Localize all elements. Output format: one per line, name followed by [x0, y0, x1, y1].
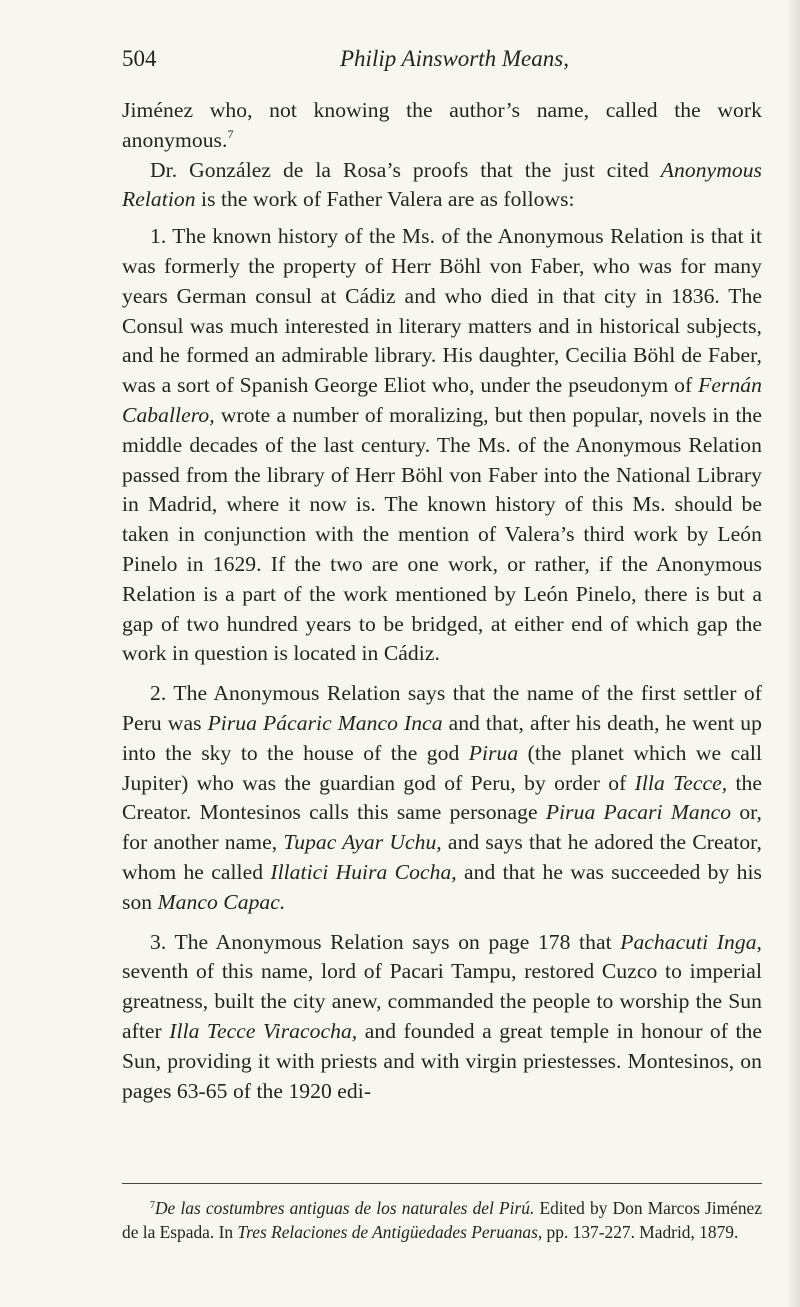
text-run: and that, after his death, he went up into the sky to the house of the god: [122, 710, 762, 765]
text-run: 3. The Anonymous Relation says on page 178 that: [150, 929, 621, 954]
footnote-italic-title: De las costumbres antiguas de los naturales del Pirú.: [155, 1198, 535, 1218]
italic-name: Illa Tecce Viracocha,: [169, 1018, 358, 1043]
paragraph-point-3: [122, 928, 762, 1107]
italic-name: Illa Tecce,: [634, 770, 728, 795]
page-header: [122, 46, 762, 82]
paragraph-1-text: Jiménez who, not knowing the author’s name, called the work anonymous.: [122, 98, 762, 152]
paragraph-point-2: [122, 679, 762, 917]
text-run: and says that he adored the Creator, whom he called: [122, 830, 763, 884]
text-run: wrote a number of moralizing, but then popular, novels in the middle decades of the last century. The Ms. of the Anonymous Relation passed from the library of Herr Böhl von Faber into the National Library in Madrid, where it now is. The known history of this Ms. should be taken in conjunction with the mention of Valera’s third work by León Pinelo in 1629. If the two are one work, or rather, if the Anonymous Relation is a part of the work mentioned by León Pinelo, there is but a gap of two hundred years to be bridged, at either end of which gap the work in question is located in Cádiz.: [122, 402, 762, 666]
text-run: Dr. González de la Rosa’s proofs that the just cited: [150, 157, 661, 182]
body-text: [122, 96, 762, 1106]
italic-pseudonym: Fernán Caballero,: [122, 373, 762, 427]
italic-name: Illatici Huira Cocha,: [270, 859, 457, 884]
italic-name: Pachacuti Inga,: [620, 929, 762, 954]
italic-name: Tupac Ayar Uchu,: [283, 830, 442, 855]
footnote-text: Edited by Don Marcos Jiménez de la Espada. In: [122, 1198, 762, 1242]
text-run: and that he was succeeded by his son: [122, 859, 762, 914]
text-run: (the planet which we call Jupiter) who was the guardian god of Peru, by order of: [122, 740, 762, 795]
text-run: and founded a great temple in honour of the Sun, providing it with priests and with virgin priestesses. Montesinos, on pages 63-65 of the 1920 edi-: [122, 1018, 762, 1103]
footnote-reference: 7: [227, 126, 234, 141]
paragraph-1: [122, 96, 762, 156]
italic-name: Pirua Pacari Manco: [545, 800, 732, 825]
italic-name: Manco Capac.: [157, 889, 286, 914]
footnote-text: pp. 137-227. Madrid, 1879.: [542, 1222, 739, 1242]
footnote-marker: 7: [150, 1200, 155, 1211]
text-run: 1. The known history of the Ms. of the Anonymous Relation is that it was formerly the property of Herr Böhl von Faber, who was for many years German consul at Cádiz and who died in that city in 1836. The Consul was much interested in literary matters and in historical subjects, and he formed an admirable library. His daughter, Cecilia Böhl de Faber, was a sort of Spanish George Eliot who, under the pseudonym of: [122, 224, 762, 398]
page-edge-shadow: [786, 0, 800, 1307]
italic-name: Pirua Pácaric Manco Inca: [207, 710, 443, 735]
italic-name: Pirua: [468, 740, 519, 765]
footnote-italic-title: Tres Relaciones de Antigüedades Peruanas,: [237, 1222, 543, 1242]
page-number: 504: [122, 46, 157, 71]
text-run: 2. The Anonymous Relation says that the name of the first settler of Peru was: [122, 681, 762, 735]
paragraph-point-1: [122, 222, 762, 669]
footnote-divider: [122, 1183, 762, 1184]
footnote: [122, 1194, 762, 1244]
text-run: seventh of this name, lord of Pacari Tampu, restored Cuzco to imperial greatness, built the city anew, commanded the people to worship the Sun after: [122, 959, 762, 1043]
italic-title: Anonymous Relation: [122, 157, 762, 212]
text-run: is the work of Father Valera are as follows:: [195, 187, 575, 212]
text-run: the Creator. Montesinos calls this same personage: [122, 770, 762, 825]
running-head: Philip Ainsworth Means,: [340, 46, 569, 71]
paragraph-2: [122, 156, 762, 216]
text-run: or, for another name,: [122, 800, 762, 855]
